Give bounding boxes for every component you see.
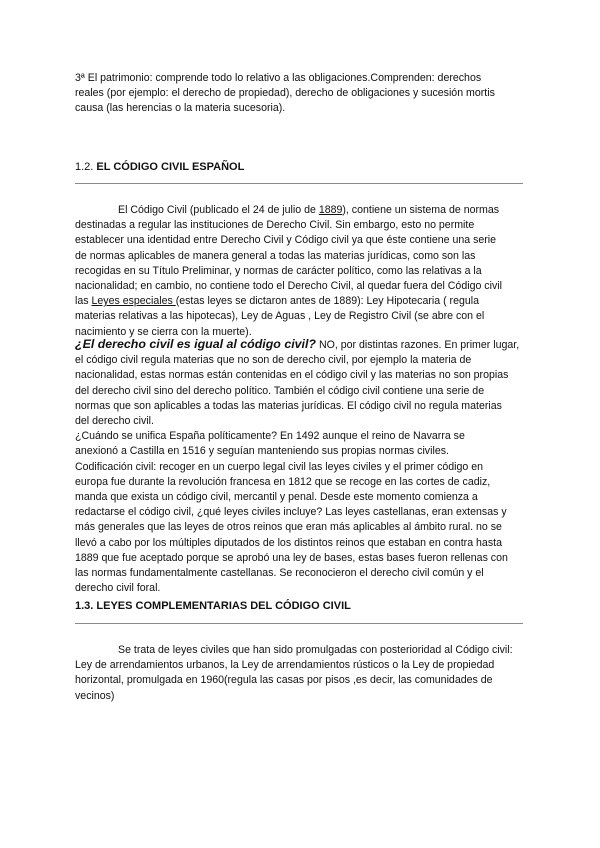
text-line: el código civil regula materias que no son de derecho civil, por ejemplo la materia de bbox=[75, 354, 472, 367]
text-line: vecinos) bbox=[75, 689, 115, 702]
question-paragraph bbox=[75, 337, 519, 596]
text-line: del derecho civil. bbox=[75, 415, 154, 428]
text-line: normas que son aplicables a todas las materias jurídicas. El código civil no regula materias bbox=[75, 399, 502, 412]
text-line: Codificación civil: recoger en un cuerpo legal civil las leyes civiles y el primer código en bbox=[75, 460, 484, 473]
text-fragment: las bbox=[75, 295, 92, 308]
text-line: destinadas a regular las instituciones de Derecho Civil. Sin embargo, esto no permite bbox=[75, 219, 475, 232]
text-line: reales (por ejemplo: el derecho de propiedad), derecho de obligaciones y sucesión mortis bbox=[75, 87, 495, 100]
text-fragment: NO, por distintas razones. En primer lugar, bbox=[316, 339, 520, 351]
year-1889-link[interactable]: 1889 bbox=[318, 204, 343, 216]
section-heading-1-3 bbox=[75, 600, 351, 612]
text-line: manda que exista un código civil, mercantil y penal. Desde este momento comienza a bbox=[75, 491, 478, 504]
text-line: derecho civil foral. bbox=[75, 582, 161, 595]
text-line: anexionó a Castilla en 1516 y seguían manteniendo sus propias normas civiles. bbox=[75, 445, 449, 458]
text-line: recogidas en su Título Preliminar, y normas de carácter político, como las relativas a la bbox=[75, 264, 482, 277]
text-line: materias relativas a las hipotecas), Ley de Aguas , Ley de Registro Civil (se abre con el bbox=[75, 310, 485, 323]
text-fragment: El Código Civil (publicado el 24 de julio de bbox=[118, 204, 319, 216]
text-line bbox=[75, 294, 502, 309]
text-line: redactarse el código civil, ¿qué leyes civiles incluye? Las leyes castellanas, eran extensas y bbox=[75, 506, 507, 519]
text-line bbox=[75, 203, 502, 218]
text-fragment: (estas leyes se dictaron antes de 1889): Ley Hipotecaria ( regula bbox=[175, 295, 479, 308]
text-fragment: ), contiene un sistema de normas bbox=[342, 204, 500, 216]
text-line: ¿Cuándo se unifica España políticamente? En 1492 aunque el reino de Navarra se bbox=[75, 430, 465, 443]
question-heading: ¿El derecho civil es igual al código civil? bbox=[75, 337, 317, 351]
text-line: causa (las herencias o la materia sucesoria). bbox=[75, 102, 286, 115]
text-line: europa fue durante la revolución francesa en 1812 que se recoge en las cortes de cadiz, bbox=[75, 475, 491, 488]
text-line: nacionalidad, estas normas están contenidas en el código civil y las materias no son propias bbox=[75, 369, 509, 382]
leyes-complementarias-paragraph bbox=[75, 643, 513, 704]
text-line: 3ª El patrimonio: comprende todo lo relativo a las obligaciones.Comprenden: derechos bbox=[75, 72, 482, 84]
text-line bbox=[75, 337, 519, 353]
text-line: Se trata de leyes civiles que han sido promulgadas con posterioridad al Código civil: bbox=[118, 644, 513, 656]
heading-divider bbox=[75, 623, 523, 624]
section-title: 1.3. LEYES COMPLEMENTARIAS DEL CÓDIGO CIVIL bbox=[75, 600, 351, 612]
leyes-especiales-link[interactable]: Leyes especiales bbox=[91, 295, 176, 308]
text-line: horizontal, promulgada en 1960(regula las casas por pisos ,es decir, las comunidades de bbox=[75, 674, 493, 687]
codigo-civil-paragraph bbox=[75, 203, 502, 340]
section-heading-1-2 bbox=[75, 161, 244, 173]
text-line: de normas aplicables de manera general a todas las materias jurídicas, como son las bbox=[75, 249, 476, 262]
text-line: 1889 que fue aceptado porque se aprobó una ley de bases, estas bases fueron rellenas con bbox=[75, 551, 508, 564]
section-title: EL CÓDIGO CIVIL ESPAÑOL bbox=[96, 161, 245, 173]
text-line: nacionalidad; en cambio, no contiene todo el Derecho Civil, al quedar fuera del Código civil bbox=[75, 280, 502, 293]
text-line: más generales que las leyes de otros reinos que eran más aplicables al ámbito rural. no se bbox=[75, 521, 502, 534]
section-number: 1.2. bbox=[75, 161, 94, 173]
text-line: nacimiento y se cierra con la muerte). bbox=[75, 325, 252, 338]
intro-paragraph bbox=[75, 71, 495, 117]
text-line: establecer una identidad entre Derecho Civil y Código civil ya que éste contiene una serie bbox=[75, 234, 497, 247]
text-line: las normas fundamentalmente castellanas. Se reconocieron el derecho civil común y el bbox=[75, 567, 484, 580]
text-line: llevó a cabo por los múltiples diputados de los distintos reinos que estaban en contra hasta bbox=[75, 536, 502, 549]
text-line: Ley de arrendamientos urbanos, la Ley de arrendamientos rústicos o la Ley de propiedad bbox=[75, 659, 495, 672]
heading-divider bbox=[75, 183, 523, 184]
text-line: del derecho civil sino del derecho político. También el código civil contiene una serie de bbox=[75, 384, 485, 397]
